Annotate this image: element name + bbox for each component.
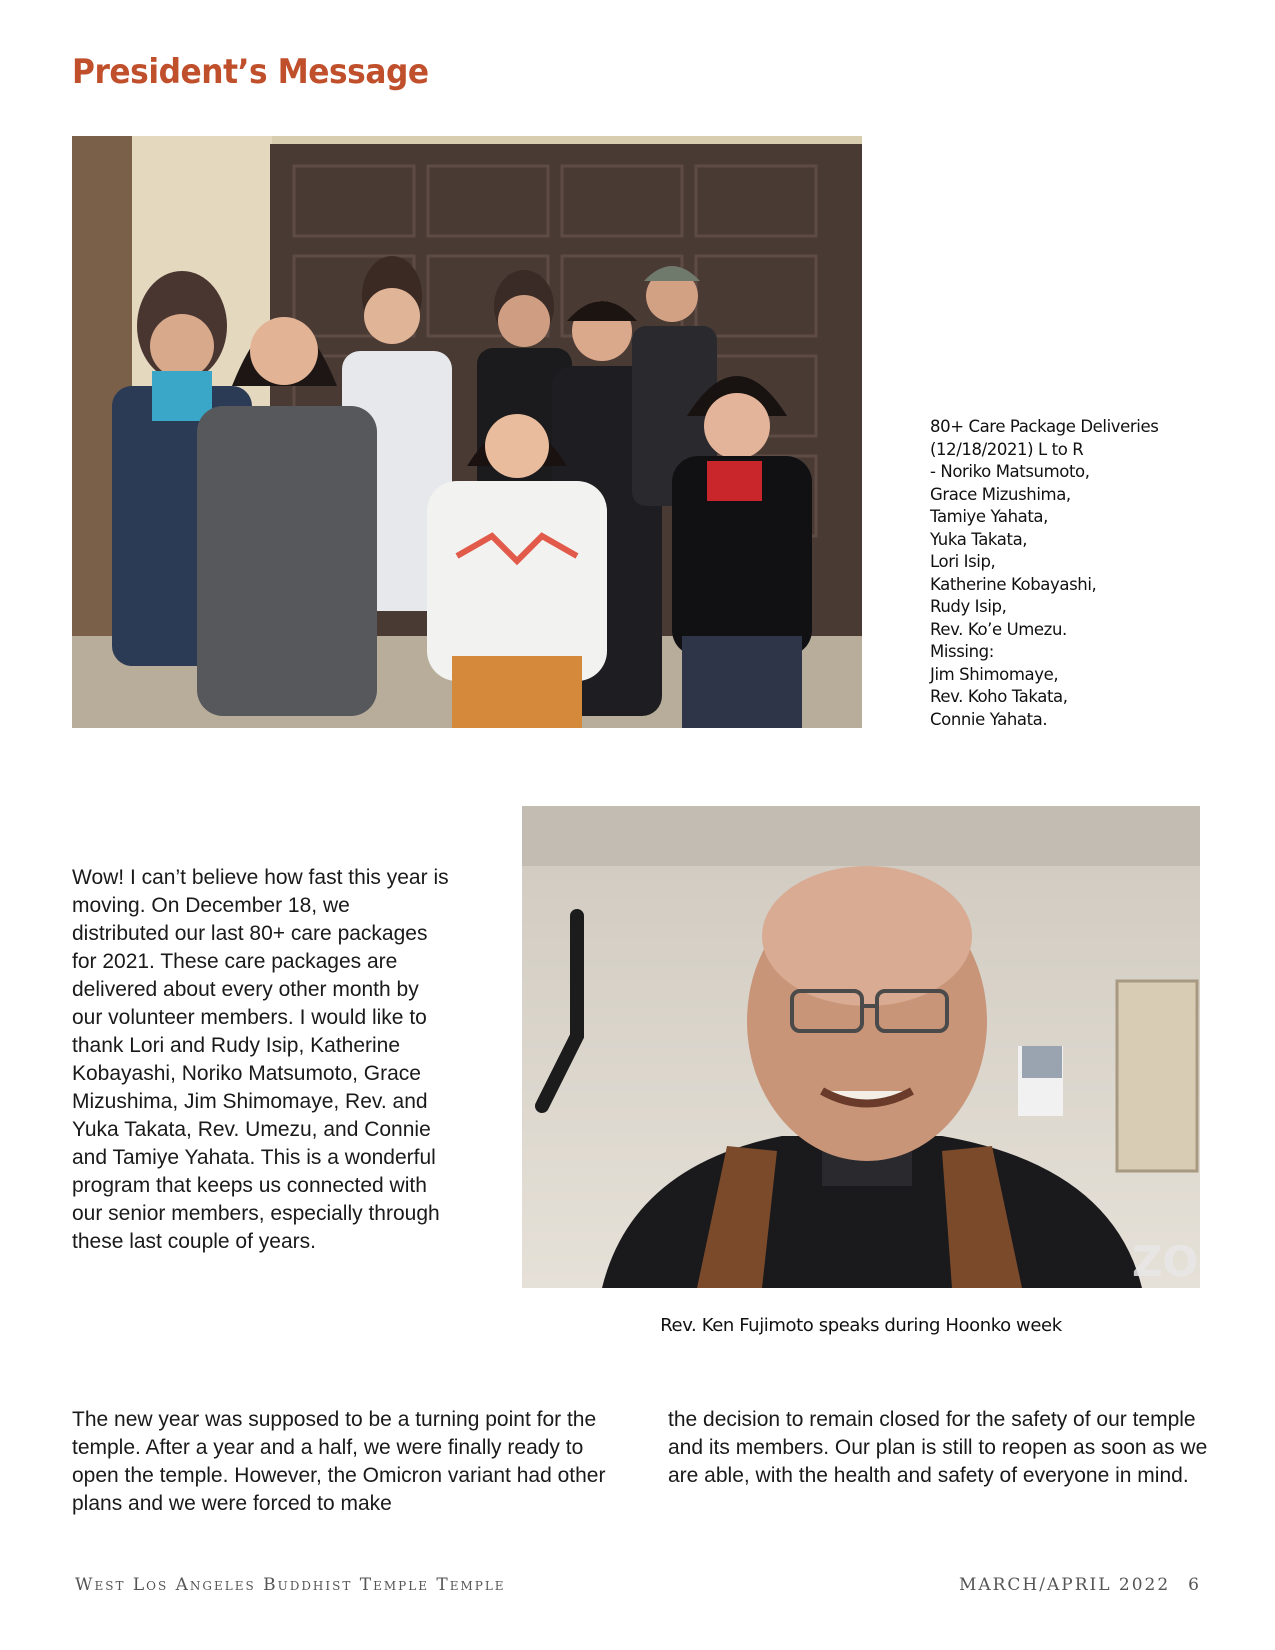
caption-line: Tamiye Yahata, xyxy=(930,507,1048,526)
group-photo-caption xyxy=(930,416,1220,731)
footer-page-number: 6 xyxy=(1188,1575,1201,1595)
caption-line: Yuka Takata, xyxy=(930,529,1028,549)
column-left-text: The new year was supposed to be a turning point for the temple. After a year and a half, we were finally ready to open the temple. However, the Omicron variant had other plans and we were forced to make xyxy=(72,1408,606,1515)
zoom-photo xyxy=(522,806,1200,1288)
column-right-text: the decision to remain closed for the safety of our temple and its members. Our plan is still to reopen as soon as we are able, with the health and safety of everyone in mind. xyxy=(668,1408,1208,1487)
group-photo xyxy=(72,136,862,728)
caption-line: Lori Isip, xyxy=(930,552,996,571)
caption-line: Rev. Ko’e Umezu. xyxy=(930,619,1067,639)
caption-line: - Noriko Matsumoto, xyxy=(930,462,1090,481)
caption-line: Connie Yahata. xyxy=(930,709,1048,729)
caption-line: Katherine Kobayashi, xyxy=(930,574,1097,594)
intro-paragraph: Wow! I can’t believe how fast this year is moving. On December 18, we distributed our last 80+ care packages for 2021. These care packages are delivered about every other month by our volunteer members. I would like to thank Lori and Rudy Isip, Katherine Kobayashi, Noriko Matsumoto, Grace Mizushima, Jim Shimomaye, Rev. and Yuka Takata, Rev. Umezu, and Connie and Tamiye Yahata. This is a wonderful program that keeps us connected with our senior members, especially through these last couple of years. xyxy=(72,866,449,1253)
caption-line: Rev. Koho Takata, xyxy=(930,687,1068,706)
caption-line: Grace Mizushima, xyxy=(930,484,1071,504)
footer-issue-info xyxy=(959,1575,1201,1595)
footer-publication: West Los Angeles Buddhist Temple Temple xyxy=(75,1575,506,1595)
caption-line: (12/18/2021) L to R xyxy=(930,439,1084,459)
group-photo-illustration xyxy=(72,136,862,728)
zoom-photo-caption: Rev. Ken Fujimoto speaks during Hoonko week xyxy=(660,1315,1062,1336)
footer-issue: MARCH/APRIL 2022 xyxy=(958,1575,1171,1595)
caption-line: Missing: xyxy=(930,642,994,661)
zoom-watermark: ZO xyxy=(1132,1237,1199,1286)
zoom-photo-illustration xyxy=(522,806,1200,1288)
caption-line: Jim Shimomaye, xyxy=(930,664,1059,684)
caption-line: 80+ Care Package Deliveries xyxy=(930,417,1159,436)
caption-line: Rudy Isip, xyxy=(930,597,1007,616)
page-title: President’s Message xyxy=(72,52,429,92)
